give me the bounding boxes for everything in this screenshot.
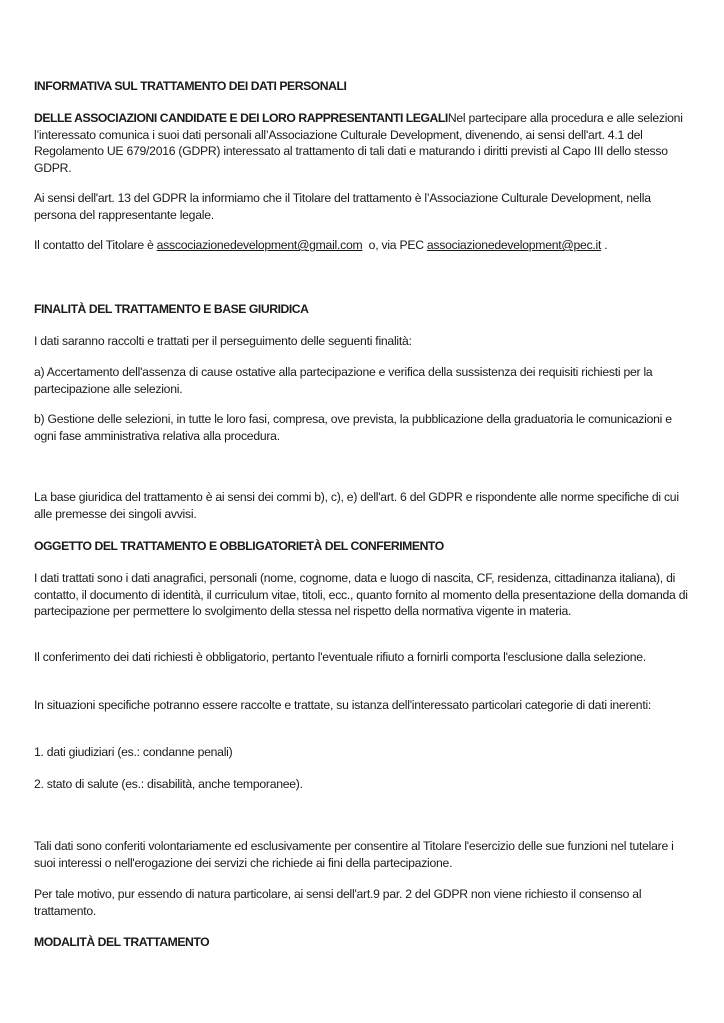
oggetto-paragraph: I dati trattati sono i dati anagrafici, personali (nome, cognome, data e luogo di nascita, CF, residenza, cittadinanza italiana), di contatto, il documento di identità, il curriculum vitae, titoli, ecc., quanto fornito al momento della presentazione della domanda di partecipazione per permettere lo svolgimento della stessa nel rispetto della normativa vigente in materia. [34,571,688,619]
section-heading-modalita: MODALITÀ DEL TRATTAMENTO [34,935,210,949]
section-heading-oggetto: OGGETTO DEL TRATTAMENTO E OBBLIGATORIETÀ DEL CONFERIMENTO [34,539,444,553]
consenso-paragraph: Per tale motivo, pur essendo di natura particolare, ai sensi dell'art.9 par. 2 del GDPR non viene richiesto il consenso al trattamento. [34,887,642,918]
categorie-paragraph: In situazioni specifiche potranno essere raccolte e trattate, su istanza dell'interessato particolari categorie di dati inerenti: [34,698,652,712]
finalita-intro: I dati saranno raccolti e trattati per il perseguimento delle seguenti finalità: [34,334,412,348]
base-giuridica-paragraph: La base giuridica del trattamento è ai sensi dei commi b), c), e) dell'art. 6 del GDPR e rispondente alle norme specifiche di cui alle premesse dei singoli avvisi. [34,490,679,521]
conferimento-paragraph: Il conferimento dei dati richiesti è obbligatorio, pertanto l'eventuale rifiuto a fornirli comporta l'esclusione dalla selezione. [34,650,646,664]
contact-prefix: Il contatto del Titolare è [34,238,157,252]
categoria-item-1: 1. dati giudiziari (es.: condanne penali) [34,745,233,759]
intro-text: Nel partecipare alla procedura e alle selezioni l’interessato comunica i suoi dati personali all’Associazione Culturale Development, divenendo, ai sensi dell'art. 4.1 del Regolamento UE 679/2016 (GDPR) interessato al trattamento di tali dati e maturando i diritti previsti al Capo III dello stesso GDPR. [34,111,683,175]
email-link[interactable]: asscociazionedevelopment@gmail.com [156,238,363,252]
finalita-item-b: b) Gestione delle selezioni, in tutte le loro fasi, compresa, ove prevista, la pubblicazione della graduatoria le comunicazioni e ogni fase amministrativa relativa alla procedura. [34,412,672,443]
intro-paragraph [34,110,694,176]
contact-paragraph [34,237,694,254]
intro-bold-heading: DELLE ASSOCIAZIONI CANDIDATE E DEI LORO RAPPRESENTANTI LEGALI [34,111,448,125]
contact-middle: o, via PEC [362,238,427,252]
pec-link[interactable]: associazionedevelopment@pec.it [426,238,602,252]
titolare-paragraph: Ai sensi dell'art. 13 del GDPR la informiamo che il Titolare del trattamento è l’Associazione Culturale Development, nella persona del rappresentante legale. [34,191,651,222]
document-title: INFORMATIVA SUL TRATTAMENTO DEI DATI PERSONALI [34,79,347,93]
finalita-item-a: a) Accertamento dell'assenza di cause ostative alla partecipazione e verifica della sussistenza dei requisiti richiesti per la partecipazione alle selezioni. [34,365,653,396]
contact-suffix: . [601,238,608,252]
section-heading-finalita: FINALITÀ DEL TRATTAMENTO E BASE GIURIDICA [34,302,309,316]
categoria-item-2: 2. stato di salute (es.: disabilità, anche temporanee). [34,777,303,791]
conferiti-paragraph: Tali dati sono conferiti volontariamente ed esclusivamente per consentire al Titolare l'esercizio delle sue funzioni nel tutelare i suoi interessi o nell'erogazione dei servizi che richiede ai fini della partecipazione. [34,839,674,870]
